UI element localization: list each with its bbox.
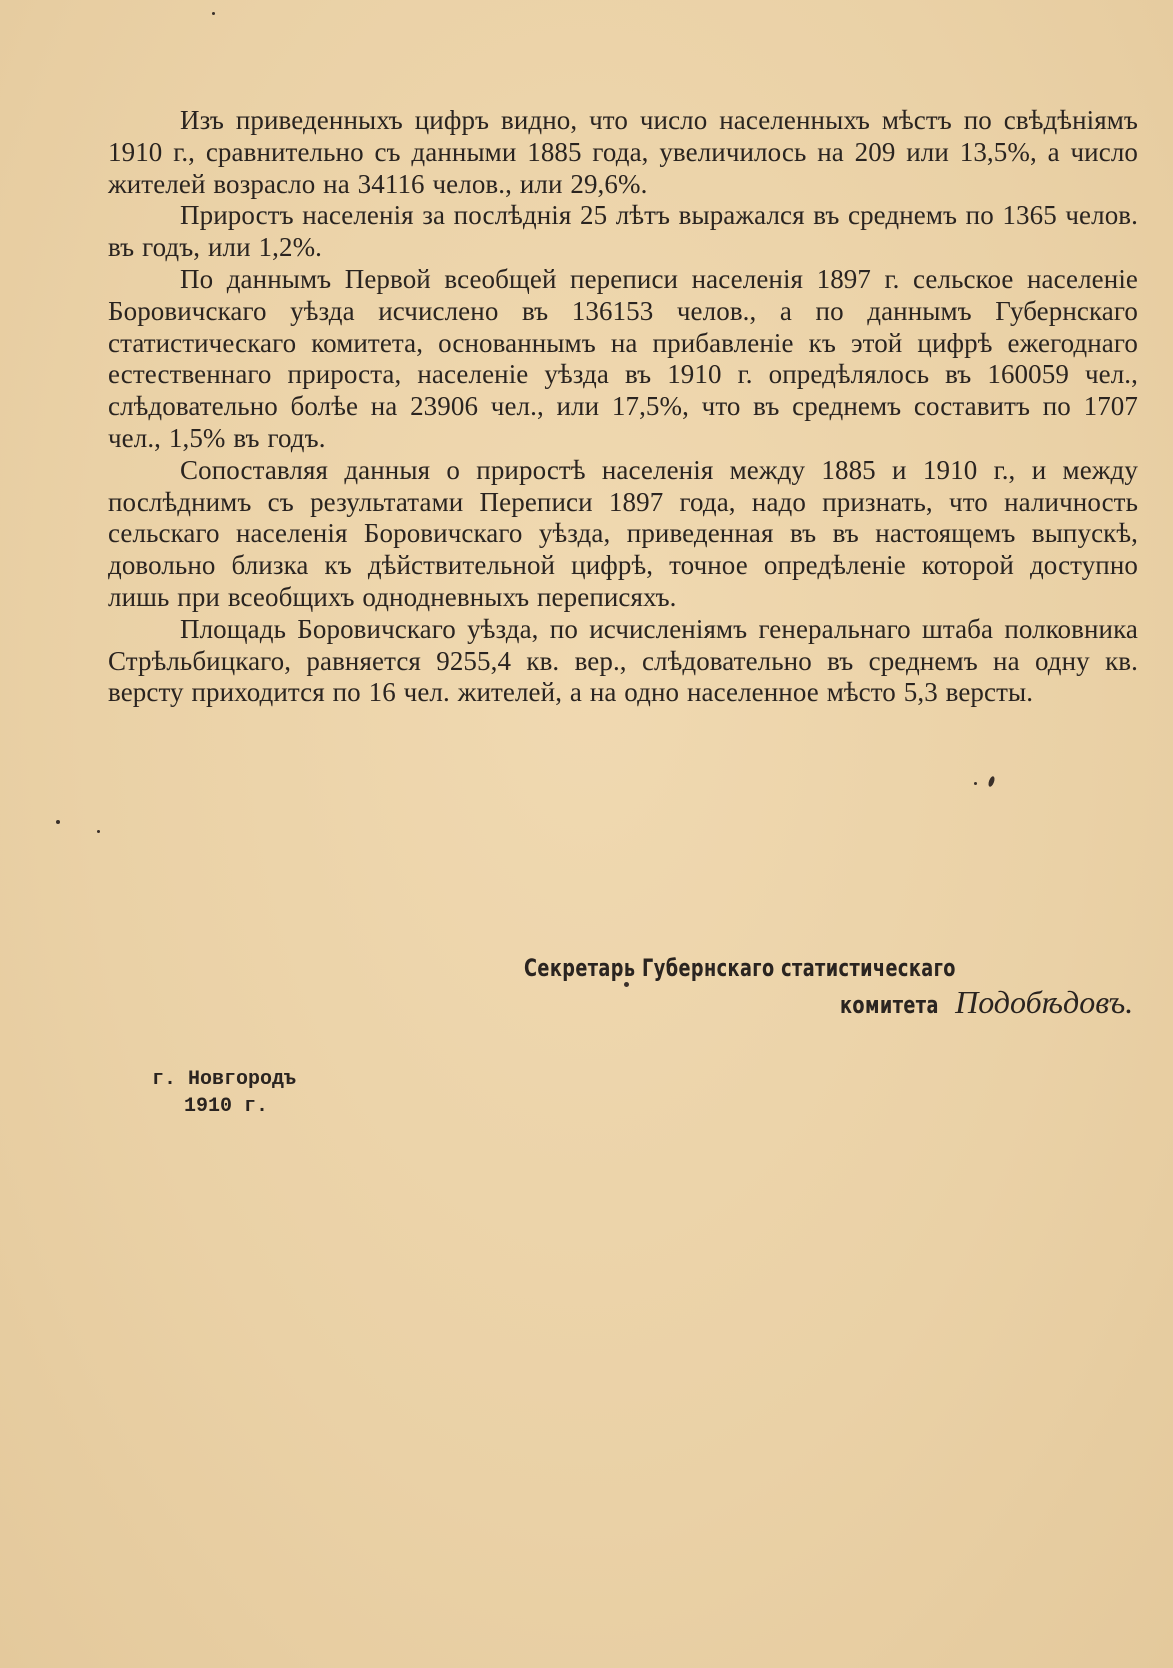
- signature-second-line: [524, 984, 1144, 1021]
- signature-name: Подобѣдовъ.: [955, 984, 1134, 1020]
- ink-speck: [56, 820, 60, 824]
- ink-speck: [624, 982, 629, 987]
- place-date-block: [152, 1066, 296, 1120]
- ink-speck: [97, 830, 100, 833]
- paragraph-comparison: Сопоставляя данныя о приростѣ населенія между 1885 и 1910 г., и между послѣднимъ съ результатами Переписи 1897 года, надо признать, что наличность сельскаго населенія Боровичскаго уѣзда, приведенная въ въ настоящемъ выпускѣ, довольно близка къ дѣйствительной цифрѣ, точное опредѣленіе которой доступно лишь при всеобщихъ однодневныхъ переписяхъ.: [108, 454, 1138, 612]
- paragraph-census-1897: По даннымъ Первой всеобщей переписи населенія 1897 г. сельское населеніе Боровичскаго уѣзда исчислено въ 136153 челов., а по даннымъ Губернскаго статистическаго комитета, основаннымъ на прибавленіе къ этой цифрѣ ежегоднаго естественнаго прироста, населеніе уѣзда въ 1910 г. опредѣлялось въ 160059 чел., слѣдовательно болѣе на 23906 чел., или 17,5%, что въ среднемъ составитъ по 1707 чел., 1,5% въ годъ.: [108, 263, 1138, 453]
- paragraph-settlements: Изъ приведенныхъ цифръ видно, что число населенныхъ мѣстъ по свѣдѣніямъ 1910 г., сравнительно съ данными 1885 года, увеличилось на 209 или 13,5%, а число жителей возрасло на 34116 челов., или 29,6%.: [108, 105, 1138, 199]
- ink-speck: [212, 12, 215, 15]
- body-text: [108, 105, 1138, 709]
- date-label: 1910 г.: [184, 1095, 269, 1118]
- paragraph-area: Площадь Боровичскаго уѣзда, по исчисленіямъ генеральнаго штаба полковника Стрѣльбицкаго, равняется 9255,4 кв. вер., слѣдовательно въ среднемъ на одну кв. версту приходится по 16 чел. жителей, а на одно населенное мѣсто 5,3 версты.: [108, 613, 1138, 708]
- signature-committee: комитета: [840, 991, 939, 1019]
- ink-speck: [974, 782, 977, 785]
- signature-block: [524, 954, 1144, 1021]
- ink-speck: [987, 775, 995, 787]
- signature-title: Секретарь Губернскаго статистическаго: [524, 954, 956, 982]
- place-label: г. Новгородъ: [152, 1068, 297, 1091]
- paragraph-growth: Приростъ населенія за послѣднія 25 лѣтъ выражался въ среднемъ по 1365 челов. въ годъ, или 1,2%.: [108, 200, 1138, 263]
